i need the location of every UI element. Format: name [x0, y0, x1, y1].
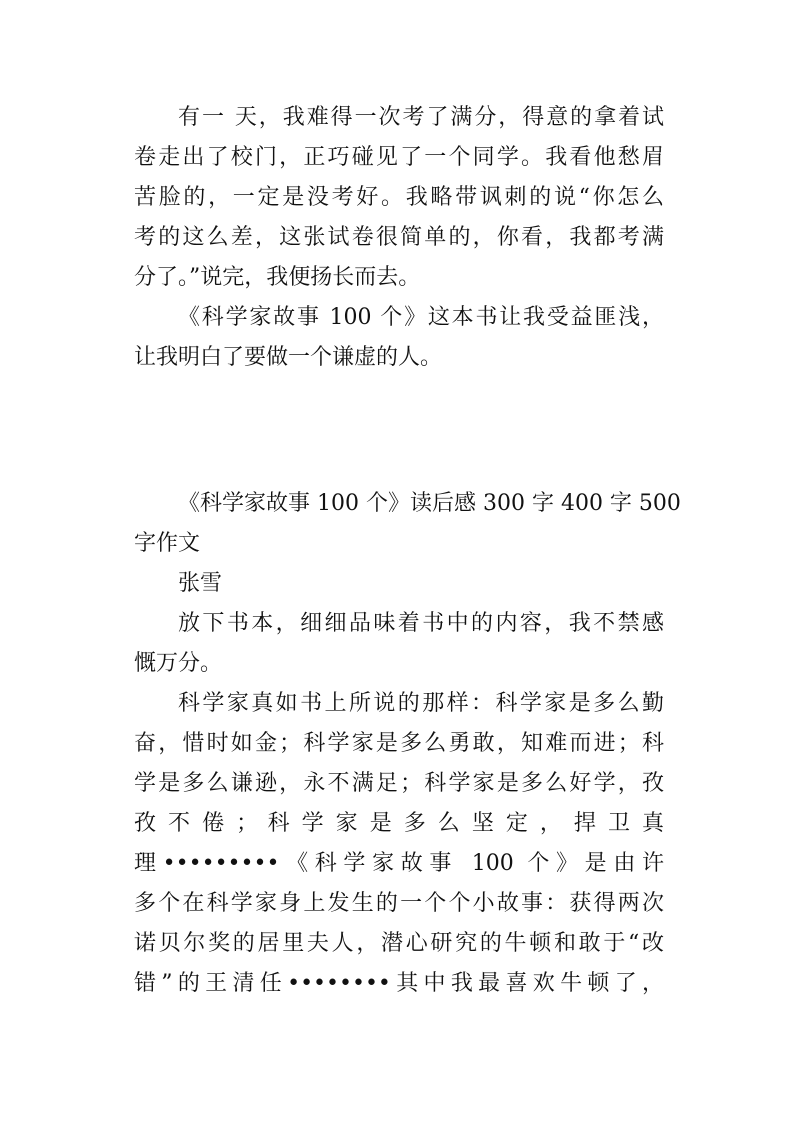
- text-line: 奋，惜时如金；科学家是多么勇敢，知难而进；科: [134, 731, 664, 756]
- text-line: 错”的王清任••••••••其中我最喜欢牛顿了，: [134, 971, 664, 996]
- text-line: 多个在科学家身上发生的一个个小故事：获得两次: [134, 891, 664, 916]
- title-line: 《科学家故事 100 个》读后感 300 字 400 字 500: [178, 491, 681, 516]
- essay-section: [134, 484, 681, 1004]
- author-line: 张雪: [178, 571, 223, 596]
- essay-title: [134, 484, 681, 564]
- text-line: 让我明白了要做一个谦虚的人。: [134, 345, 443, 370]
- essay-excerpt: [134, 98, 664, 378]
- paragraph: [134, 298, 664, 378]
- text-line: 放下书本，细细品味着书中的内容，我不禁感: [178, 611, 664, 636]
- author-name: [134, 564, 664, 604]
- text-line: 《科学家故事 100 个》这本书让我受益匪浅，: [178, 305, 664, 330]
- text-line: 分了。”说完，我便扬长而去。: [134, 265, 421, 290]
- text-line: 有一 天，我难得一次考了满分，得意的拿着试: [178, 105, 664, 130]
- title-line: 字作文: [134, 531, 201, 556]
- paragraph: [134, 604, 664, 684]
- text-line: 理•••••••••《科学家故事 100 个》是由许: [134, 851, 664, 876]
- text-line: 苦脸的，一定是没考好。我略带讽刺的说“你怎么: [134, 185, 664, 210]
- text-line: 卷走出了校门，正巧碰见了一个同学。我看他愁眉: [134, 145, 664, 170]
- text-line: 诺贝尔奖的居里夫人，潜心研究的牛顿和敢于“改: [134, 931, 664, 956]
- text-line: 孜 不 倦 ； 科 学 家 是 多 么 坚 定 ， 捍 卫 真: [134, 811, 664, 836]
- paragraph: [134, 684, 664, 1004]
- text-line: 科学家真如书上所说的那样：科学家是多么勤: [178, 691, 664, 716]
- text-line: 慨万分。: [134, 651, 223, 676]
- text-line: 考的这么差，这张试卷很简单的，你看，我都考满: [134, 225, 664, 250]
- text-line: 学是多么谦逊，永不满足；科学家是多么好学，孜: [134, 771, 664, 796]
- paragraph: [134, 98, 664, 298]
